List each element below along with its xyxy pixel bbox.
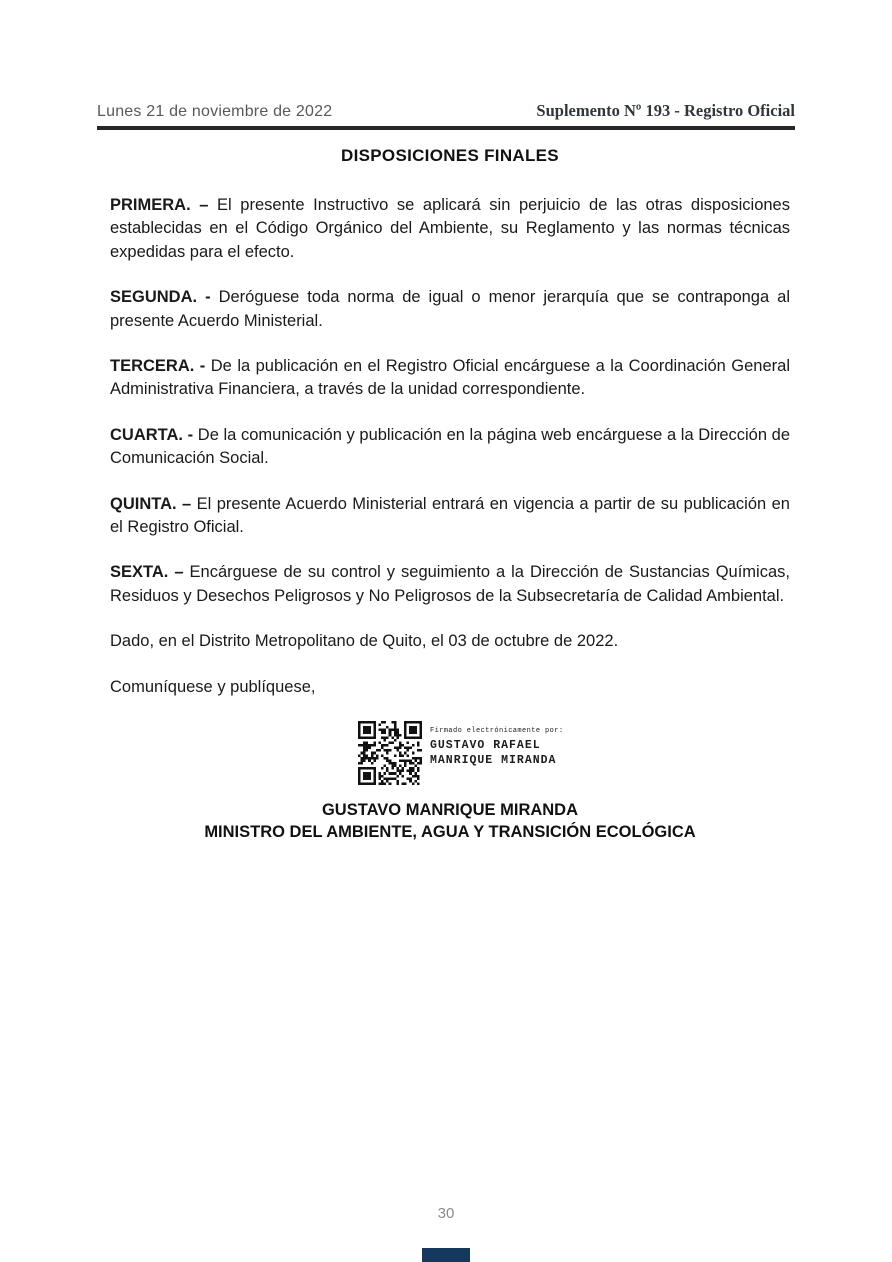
stamp-name-line2: MANRIQUE MIRANDA	[430, 754, 557, 768]
paragraph-sexta	[110, 561, 790, 608]
page-title: DISPOSICIONES FINALES	[341, 146, 559, 165]
stamp-text	[430, 721, 563, 768]
paragraph-text: Encárguese de su control y seguimiento a la Dirección de Sustancias Químicas, Residuos y Desechos Peligrosos y No Peligrosos de la Subsecretaría de Calidad Ambiental.	[110, 563, 790, 605]
paragraph-text: El presente Acuerdo Ministerial entrará en vigencia a partir de su publicación en el Registro Oficial.	[110, 494, 790, 537]
paragraph-label: TERCERA. -	[110, 357, 206, 376]
document-body	[110, 146, 790, 843]
page-number: 30	[437, 1205, 455, 1222]
paragraph-text: De la publicación en el Registro Oficial encárguese a la Coordinación General Administrativa Financiera, a través de la unidad correspondiente.	[110, 357, 790, 399]
paragraph-cuarta	[110, 424, 790, 471]
footer-brand-bar	[422, 1248, 470, 1262]
qr-code-icon	[357, 721, 423, 785]
comuniquese-line: Comuníquese y publíquese,	[110, 677, 316, 696]
header-date: Lunes 21 de noviembre de 2022	[97, 103, 333, 120]
paragraph-text: El presente Instructivo se aplicará sin perjuicio de las otras disposiciones establecidas en el Código Orgánico del Ambiente, su Reglamento y las normas técnicas expedidas para el efecto.	[110, 196, 790, 261]
stamp-name-line1: GUSTAVO RAFAEL	[430, 739, 541, 753]
paragraph-label: SEXTA. –	[110, 563, 184, 582]
paragraph-label: QUINTA. –	[110, 494, 192, 513]
paragraph-label: SEGUNDA. -	[110, 288, 211, 307]
dado-line: Dado, en el Distrito Metropolitano de Quito, el 03 de octubre de 2022.	[110, 632, 619, 651]
paragraph-segunda	[110, 286, 790, 333]
signatory-block	[110, 799, 790, 843]
page-header	[97, 101, 795, 130]
stamp-label: Firmado electrónicamente por:	[430, 727, 564, 736]
signatory-name: GUSTAVO MANRIQUE MIRANDA	[321, 801, 579, 820]
paragraph-text: De la comunicación y publicación en la página web encárguese a la Dirección de Comunicación Social.	[110, 425, 790, 468]
paragraph-text: Deróguese toda norma de igual o menor jerarquía que se contraponga al presente Acuerdo Ministerial.	[110, 288, 790, 330]
header-rule	[97, 126, 795, 130]
paragraph-quinta	[110, 493, 790, 540]
header-publication: Suplemento Nº 193 - Registro Oficial	[536, 101, 795, 120]
signatory-title: MINISTRO DEL AMBIENTE, AGUA Y TRANSICIÓN ECOLÓGICA	[204, 823, 696, 842]
paragraph-label: PRIMERA. –	[110, 196, 209, 214]
paragraph-tercera	[110, 355, 790, 402]
electronic-signature-stamp	[357, 721, 790, 787]
paragraph-label: CUARTA. -	[110, 425, 194, 444]
paragraph-primera	[110, 194, 790, 264]
